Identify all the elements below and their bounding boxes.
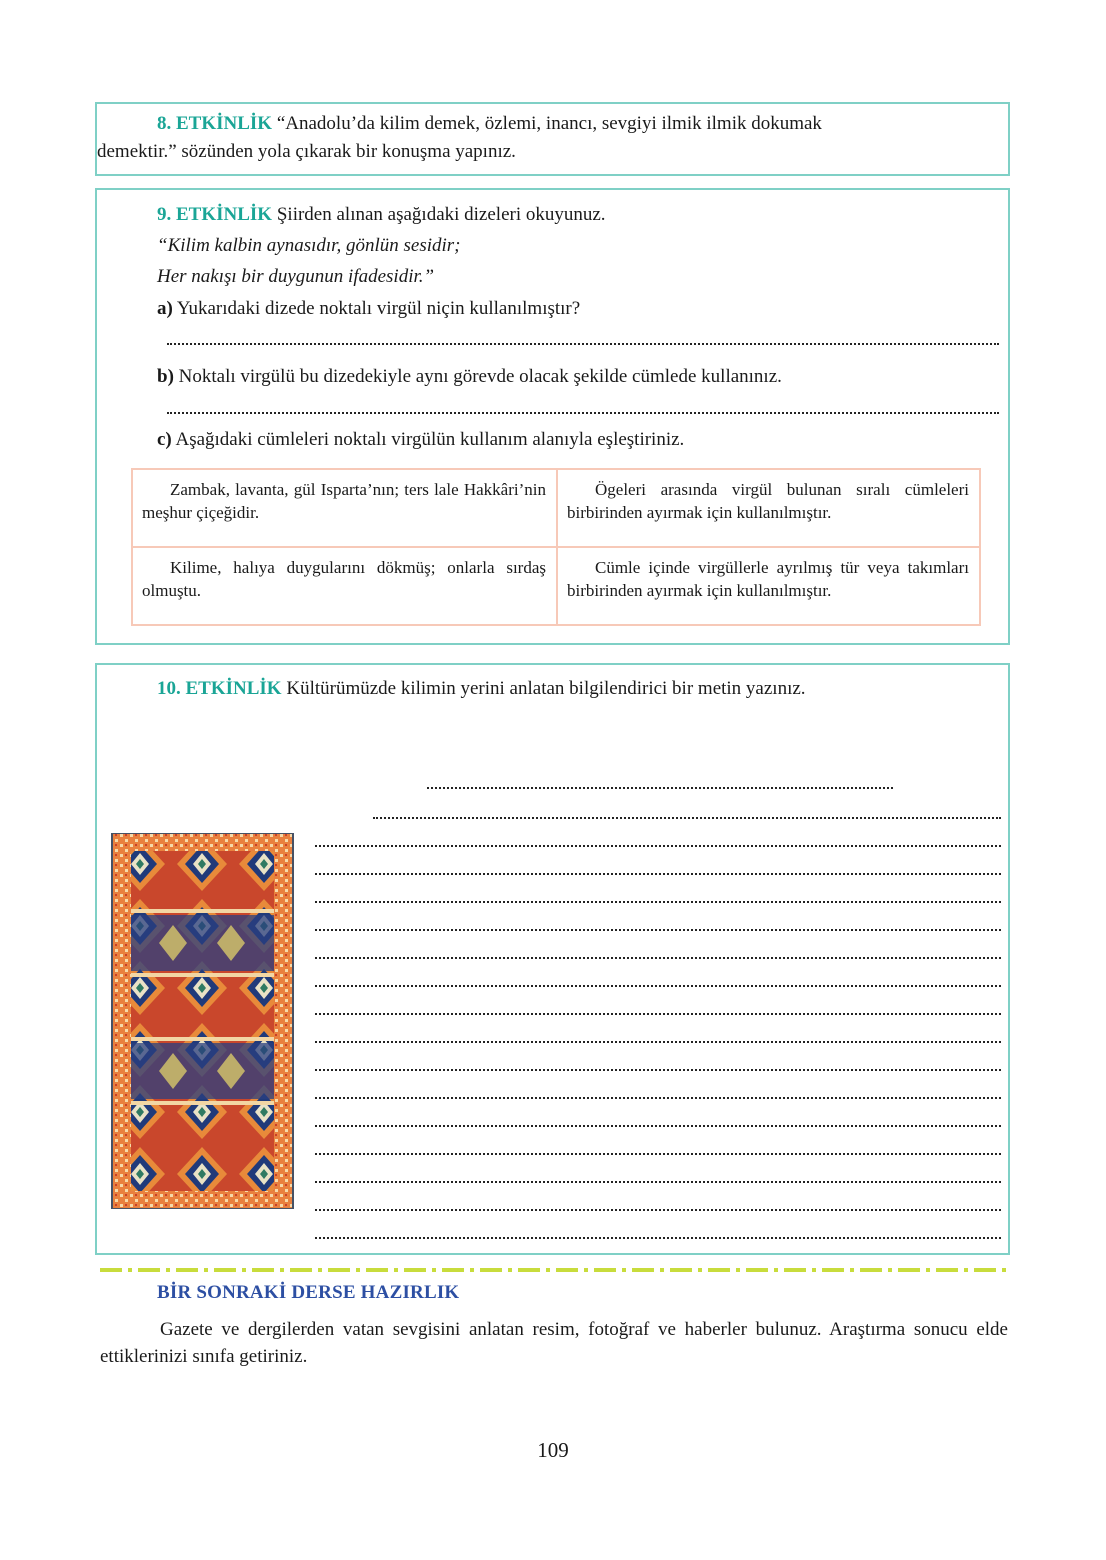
activity-9-intro [157,203,606,227]
usage-text: Ögeleri arasında virgül bulunan sıralı cümleleri birbirinden ayırmak için kullanılmıştır. [567,480,969,522]
answer-line[interactable] [315,985,1001,987]
question-b-letter: b) [157,366,174,387]
answer-line[interactable] [315,873,1001,875]
table-row [132,547,980,625]
usage-cell[interactable] [557,547,980,625]
sentence-cell[interactable] [132,547,557,625]
activity-8-text: “Anadolu’da kilim demek, özlemi, inancı, sevgiyi ilmik ilmik dokumak [272,113,822,134]
answer-line[interactable] [315,1013,1001,1015]
answer-line[interactable] [315,1209,1001,1211]
answer-line[interactable] [373,817,1001,819]
activity-8-box [95,102,1010,176]
next-lesson-text: Gazete ve dergilerden vatan sevgisini anlatan resim, fotoğraf ve haberler bulunuz. Araştırma sonucu elde ettiklerinizi sınıfa getiriniz. [100,1319,1008,1367]
kilim-rug-image [109,833,296,1209]
section-divider [100,1268,1008,1272]
answer-line[interactable] [315,929,1001,931]
answer-line[interactable] [315,845,1001,847]
next-lesson-heading: BİR SONRAKİ DERSE HAZIRLIK [157,1282,460,1303]
activity-8-line1 [107,112,1002,136]
activity-8-label: 8. ETKİNLİK [157,113,273,134]
activity-10-prompt [157,677,806,701]
verse-line-2: Her nakışı bir duygunun ifadesidir.” [157,266,435,287]
question-b-text: Noktalı virgülü bu dizedekiyle aynı görevde olacak şekilde cümlede kullanınız. [173,366,782,387]
question-a-letter: a) [157,298,173,319]
answer-line[interactable] [315,957,1001,959]
answer-line[interactable] [315,1125,1001,1127]
answer-line[interactable] [315,1097,1001,1099]
activity-10-label: 10. ETKİNLİK [157,678,282,699]
answer-line[interactable] [315,1153,1001,1155]
question-a-text: Yukarıdaki dizede noktalı virgül niçin kullanılmıştır? [172,298,581,319]
answer-line[interactable] [315,1181,1001,1183]
answer-line[interactable] [315,1069,1001,1071]
activity-10-text: Kültürümüzde kilimin yerini anlatan bilgilendirici bir metin yazınız. [281,678,806,699]
activity-9-intro-text: Şiirden alınan aşağıdaki dizeleri okuyunuz. [272,204,606,225]
matching-table [131,468,981,626]
answer-line-a[interactable] [167,343,999,345]
usage-cell[interactable] [557,469,980,547]
verse-line-1: “Kilim kalbin aynasıdır, gönlün sesidir; [157,235,461,256]
table-row [132,469,980,547]
usage-text: Cümle içinde virgüllerle ayrılmış tür veya takımları birbirinden ayırmak için kullanılmıştır. [567,558,969,600]
answer-line[interactable] [315,1041,1001,1043]
question-c [157,428,684,452]
activity-9-box [95,188,1010,645]
activity-9-label: 9. ETKİNLİK [157,204,273,225]
activity-8-line2: demektir.” sözünden yola çıkarak bir konuşma yapınız. [97,141,516,162]
question-c-letter: c) [157,429,172,450]
question-a [157,297,580,321]
answer-line-title[interactable] [427,787,893,789]
sentence-cell[interactable] [132,469,557,547]
answer-line[interactable] [315,901,1001,903]
sentence-text: Kilime, halıya duygularını dökmüş; onlarla sırdaş olmuştu. [142,558,546,600]
sentence-text: Zambak, lavanta, gül Isparta’nın; ters lale Hakkâri’nin meşhur çiçeğidir. [142,480,546,522]
page-number: 109 [537,1438,569,1462]
question-b [157,365,782,389]
activity-10-box [95,663,1010,1255]
answer-line[interactable] [315,1237,1001,1239]
question-c-text: Aşağıdaki cümleleri noktalı virgülün kullanım alanıyla eşleştiriniz. [171,429,685,450]
answer-line-b[interactable] [167,412,999,414]
